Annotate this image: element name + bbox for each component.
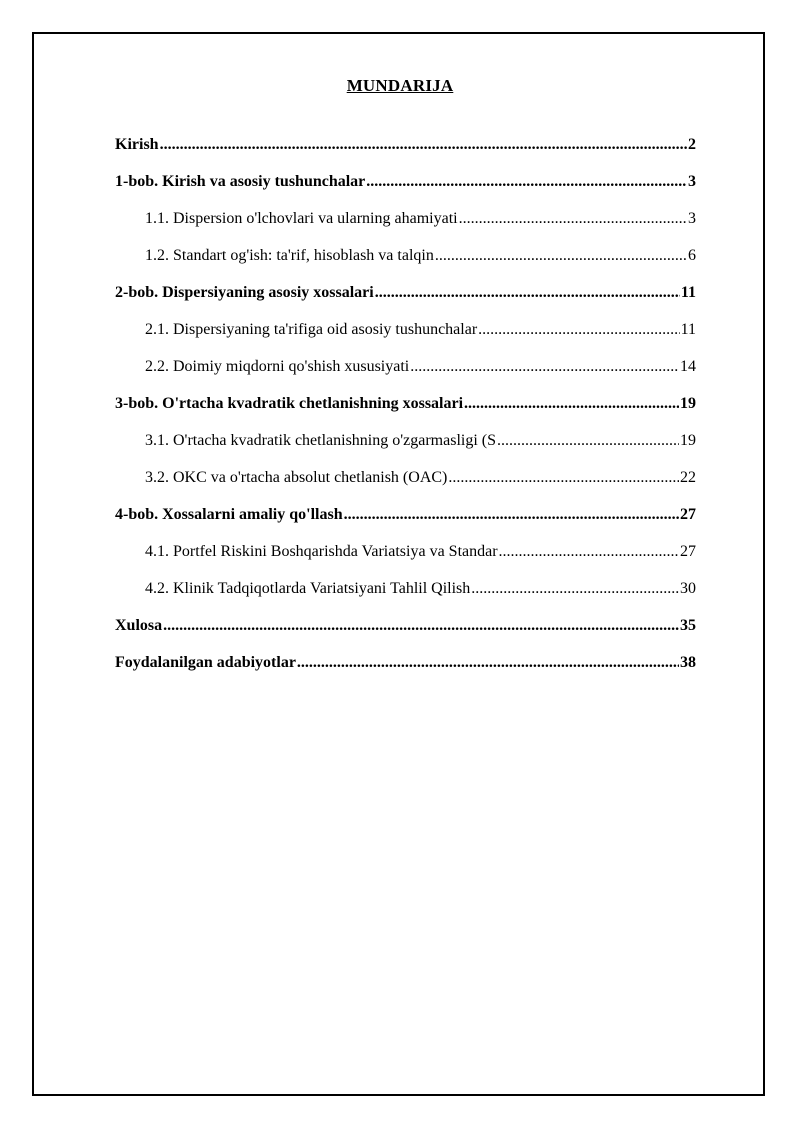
toc-dot-leader	[471, 575, 679, 603]
toc-entry-section-4-1[interactable]	[115, 538, 696, 575]
toc-page-number: 6	[688, 247, 696, 264]
page-title: MUNDARIJA	[346, 76, 454, 95]
toc-dot-leader	[160, 131, 687, 159]
toc-dot-leader	[459, 205, 687, 233]
toc-entry-section-1-1[interactable]	[115, 205, 696, 242]
toc-entry-chapter-4[interactable]	[115, 501, 696, 538]
toc-dot-leader	[464, 390, 679, 418]
toc-dot-leader	[448, 464, 679, 492]
toc-page-number: 11	[680, 284, 696, 301]
toc-dot-leader	[366, 168, 687, 196]
toc-dot-leader	[163, 612, 679, 640]
toc-entry-section-2-1[interactable]	[115, 316, 696, 353]
toc-entry-label: 2.1. Dispersiyaning ta'rifiga oid asosiy tushunchalar	[145, 321, 478, 338]
toc-page-number: 2	[688, 136, 696, 153]
toc-page-number: 19	[680, 395, 696, 412]
toc-page-number: 11	[680, 321, 696, 338]
toc-entry-label: 4.2. Klinik Tadqiqotlarda Variatsiyani Tahlil Qilish	[145, 580, 471, 597]
toc-dot-leader	[497, 427, 679, 455]
toc-entry-label: 3.1. O'rtacha kvadratik chetlanishning o'zgarmasligi (S	[145, 432, 496, 449]
toc-entry-label: 1.2. Standart og'ish: ta'rif, hisoblash va talqin	[145, 247, 434, 264]
toc-entry-section-3-2[interactable]	[115, 464, 696, 501]
toc-dot-leader	[410, 353, 679, 381]
toc-page-number: 3	[688, 173, 696, 190]
toc-page-number: 30	[680, 580, 696, 597]
toc-entry-chapter-2[interactable]	[115, 279, 696, 316]
toc-entry-chapter-3[interactable]	[115, 390, 696, 427]
toc-entry-label: 4.1. Portfel Riskini Boshqarishda Variatsiya va Standar	[145, 543, 498, 560]
toc-dot-leader	[435, 242, 687, 270]
toc-entry-label: 1-bob. Kirish va asosiy tushunchalar	[115, 173, 366, 190]
toc-entry-label: 3-bob. O'rtacha kvadratik chetlanishning xossalari	[115, 395, 464, 412]
toc-entry-kirish[interactable]	[115, 131, 696, 168]
toc-page-number: 35	[680, 617, 696, 634]
toc-entry-section-1-2[interactable]	[115, 242, 696, 279]
toc-page-number: 3	[688, 210, 696, 227]
toc-entry-label: Xulosa	[115, 617, 163, 634]
toc-entry-label: 1.1. Dispersion o'lchovlari va ularning ahamiyati	[145, 210, 458, 227]
toc-entry-section-4-2[interactable]	[115, 575, 696, 612]
toc-entry-xulosa[interactable]	[115, 612, 696, 649]
toc-entry-label: Kirish	[115, 136, 159, 153]
toc-entry-label: 4-bob. Xossalarni amaliy qo'llash	[115, 506, 343, 523]
toc-page-number: 19	[680, 432, 696, 449]
toc-dot-leader	[499, 538, 679, 566]
toc-entry-label: 2-bob. Dispersiyaning asosiy xossalari	[115, 284, 374, 301]
toc-page-number: 22	[680, 469, 696, 486]
toc-page-number: 14	[680, 358, 696, 375]
toc-entry-references[interactable]	[115, 649, 696, 686]
toc-dot-leader	[297, 649, 679, 677]
toc-entry-section-2-2[interactable]	[115, 353, 696, 390]
toc-dot-leader	[344, 501, 679, 529]
toc-page-number: 27	[680, 543, 696, 560]
toc-page-number: 38	[680, 654, 696, 671]
table-of-contents	[115, 131, 696, 686]
toc-entry-label: 3.2. OKC va o'rtacha absolut chetlanish (OAC)	[145, 469, 448, 486]
toc-entry-label: 2.2. Doimiy miqdorni qo'shish xususiyati	[145, 358, 410, 375]
toc-dot-leader	[375, 279, 680, 307]
toc-entry-chapter-1[interactable]	[115, 168, 696, 205]
toc-entry-section-3-1[interactable]	[115, 427, 696, 464]
toc-dot-leader	[478, 316, 679, 344]
toc-entry-label: Foydalanilgan adabiyotlar	[115, 654, 296, 671]
toc-page-number: 27	[680, 506, 696, 523]
